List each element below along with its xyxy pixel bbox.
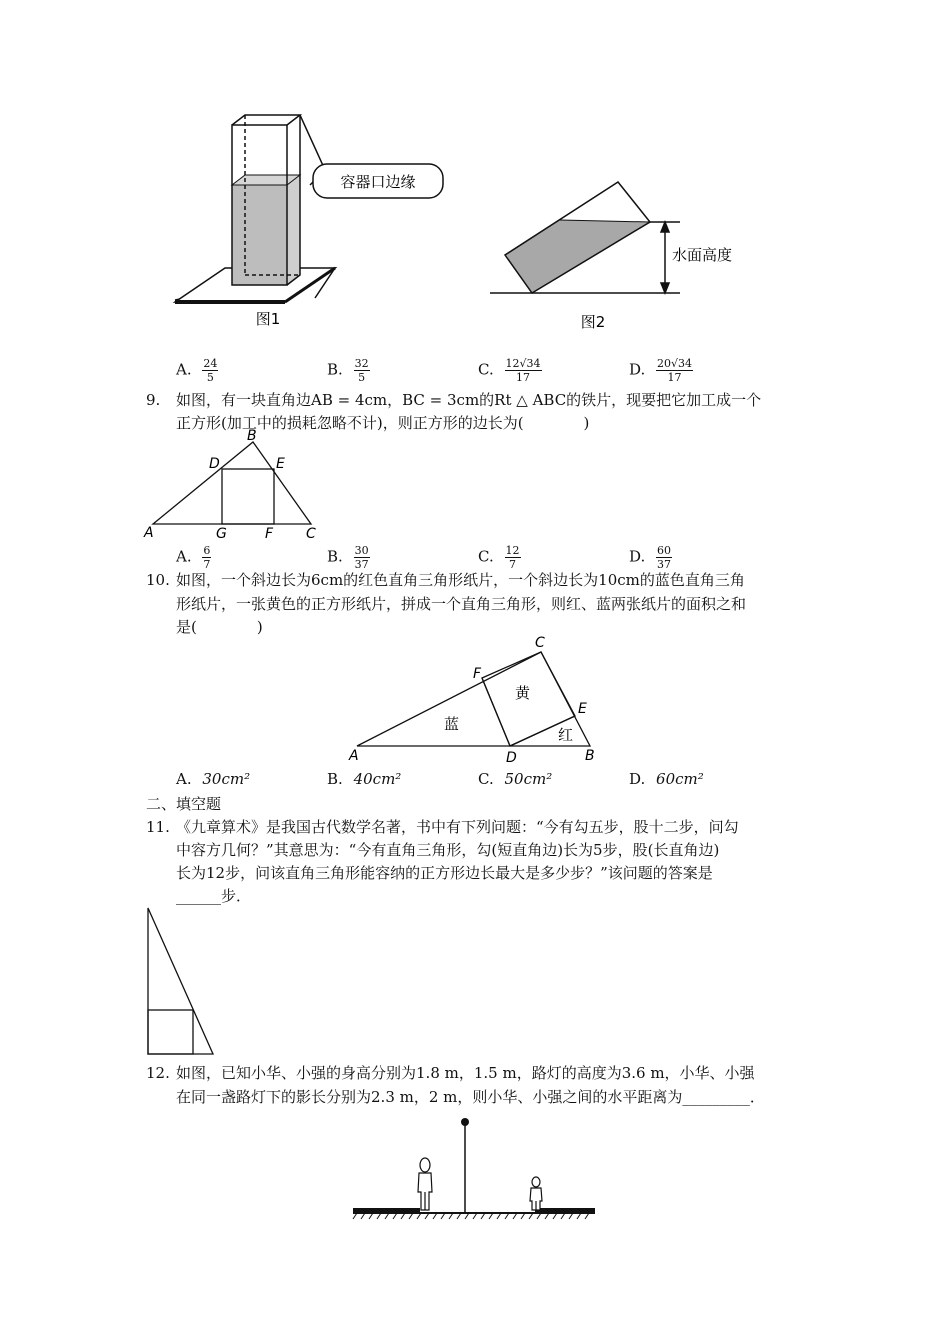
q11-figure <box>140 900 230 1060</box>
q10-line1: 如图，一个斜边长为6cm的红色直角三角形纸片，一个斜边长为10cm的蓝色直角三角 <box>176 571 745 589</box>
q12-answer-blank[interactable]: _________ <box>682 1088 750 1106</box>
q12-figure <box>345 1110 605 1225</box>
callout-label: 容器口边缘 <box>340 173 416 191</box>
label-b: B <box>247 428 257 444</box>
q11-line1: 《九章算术》是我国古代数学名著，书中有下列问题：“今有勾五步，股十二步，问勾 <box>176 818 739 836</box>
region-blue: 蓝 <box>444 715 460 733</box>
label-a: A <box>349 748 359 764</box>
fig1-label: 图1 <box>255 310 281 328</box>
label-e: E <box>276 456 285 472</box>
q8-option-c[interactable]: C. $\frac{12√34}{17}$ <box>478 357 541 384</box>
label-f: F <box>265 526 274 542</box>
q12-line2: 在同一盏路灯下的影长分别为2.3 m，2 m，则小华、小强之间的水平距离为_________． <box>176 1088 765 1106</box>
label-e: E <box>578 701 587 717</box>
q8-option-d[interactable]: D. $\frac{20√34}{17}$ <box>629 357 693 384</box>
tilted-container-figure <box>490 182 680 293</box>
q10-line2: 形纸片，一张黄色的正方形纸片，拼成一个直角三角形，则红、蓝两张纸片的面积之和 <box>176 595 747 613</box>
q9-triangle-figure <box>140 426 340 546</box>
q11-line3: 长为12步，问该直角三角形能容纳的正方形边长最大是多少步？”该问题的答案是 <box>176 864 713 882</box>
fig2-label: 图2 <box>580 313 606 331</box>
q12-number: 12. <box>146 1064 170 1082</box>
label-c: C <box>535 635 545 651</box>
q11-answer-blank[interactable]: ______ <box>176 887 221 905</box>
q10-option-c[interactable]: C. 50cm² <box>478 770 553 788</box>
q8-option-a[interactable]: A. $\frac{24}{5}$ <box>176 357 218 384</box>
label-f: F <box>473 666 482 682</box>
q9-number: 9. <box>146 391 161 409</box>
q9-option-a[interactable]: A. $\frac{6}{7}$ <box>176 544 211 571</box>
label-g: G <box>216 526 227 542</box>
q10-option-d[interactable]: D. 60cm² <box>629 770 704 788</box>
q10-figure <box>345 632 615 767</box>
water-height-label: 水面高度 <box>672 246 733 264</box>
q10-option-a[interactable]: A. 30cm² <box>176 770 251 788</box>
q10-option-b[interactable]: B. 40cm² <box>327 770 402 788</box>
q9-line1: 如图，有一块直角边AB = 4cm，BC = 3cm的Rt △ ABC的铁片，现要把它加工成一个 <box>176 391 762 409</box>
q11-number: 11. <box>146 818 170 836</box>
person-xiaohua-icon <box>418 1158 432 1210</box>
region-red: 红 <box>558 726 574 744</box>
q8-option-b[interactable]: B. $\frac{32}{5}$ <box>327 357 369 384</box>
label-b: B <box>585 748 595 764</box>
region-yellow: 黄 <box>515 684 531 702</box>
q9-line2: 正方形(加工中的损耗忽略不计)，则正方形的边长为( ) <box>176 414 590 432</box>
container-figure <box>175 115 443 302</box>
label-c: C <box>306 526 316 542</box>
q10-number: 10. <box>146 571 170 589</box>
section-heading: 二、填空题 <box>146 795 222 813</box>
q11-line2: 中容方几何？”其意思为：“今有直角三角形，勾(短直角边)长为5步，股(长直角边) <box>176 841 720 859</box>
q10-line3: 是( ) <box>176 618 263 636</box>
q11-line4: ______步． <box>176 887 252 905</box>
q9-option-c[interactable]: C. $\frac{12}{7}$ <box>478 544 520 571</box>
label-d: D <box>209 456 220 472</box>
lamp-icon <box>461 1118 469 1126</box>
q9-option-b[interactable]: B. $\frac{30}{37}$ <box>327 544 369 571</box>
q8-figure <box>150 100 790 340</box>
q12-line1: 如图，已知小华、小强的身高分别为1.8 m，1.5 m，路灯的高度为3.6 m，小华、小强 <box>176 1064 755 1082</box>
q9-option-d[interactable]: D. $\frac{60}{37}$ <box>629 544 672 571</box>
label-d: D <box>506 750 517 766</box>
label-a: A <box>144 525 154 541</box>
person-xiaoqiang-icon <box>530 1177 542 1210</box>
